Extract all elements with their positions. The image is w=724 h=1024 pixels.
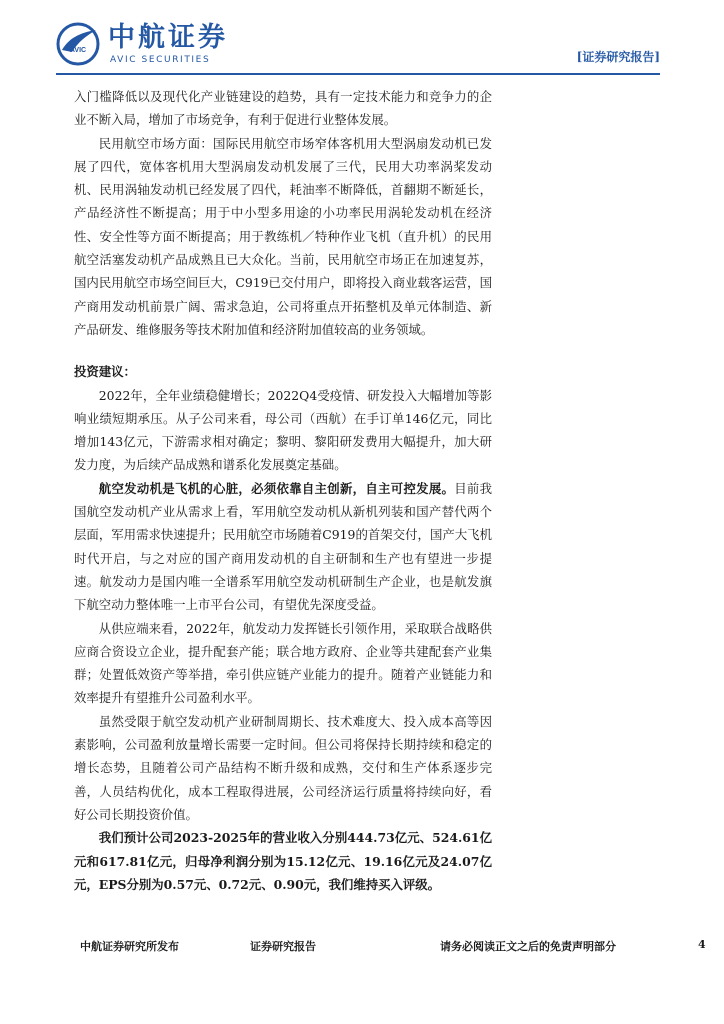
emblem-text: AVIC: [69, 47, 87, 54]
paragraph-engine-autonomy-lead: 航空发动机是飞机的心脏，必须依靠自主创新，自主可控发展。: [98, 480, 455, 496]
report-type-tag: [证券研究报告]: [576, 50, 660, 64]
footer-disclaimer: 请务必阅读正文之后的免责声明部分: [440, 940, 616, 953]
page-header: [56, 18, 660, 74]
paragraph-2022-performance: 2022年，全年业绩稳健增长；2022Q4受疫情、研发投入大幅增加等影响业绩短期承压。从子公司来看，母公司（西航）在手订单146亿元，同比增加143亿元，下游需求相对确定；黎明、黎阳研发费用大幅提升，加大研发力度，为后续产品成熟和谱系化发展奠定基础。: [74, 387, 492, 473]
paragraph-forecast-rating: 我们预计公司2023-2025年的营业收入分别444.73亿元、524.61亿元和617.81亿元，归母净利润分别为15.12亿元、19.16亿元及24.07亿元，EPS分别为0.57元、0.72元、0.90元，我们维持买入评级。: [74, 830, 492, 892]
paragraph-civil-aviation-market: 民用航空市场方面：国际民用航空市场窄体客机用大型涡扇发动机已发展了四代，宽体客机用大型涡扇发动机发展了三代，民用大功率涡桨发动机、民用涡轴发动机已经发展了四代，耗油率不断降低，首翻期不断延长，产品经济性不断提高；用于中小型多用途的小功率民用涡轮发动机在经济性、安全性等方面不断提高；用于教练机／特种作业飞机（直升机）的民用航空活塞发动机产品成熟且已大众化。当前，民用航空市场正在加速复苏，国内民用航空市场空间巨大，C919已交付用户，即将投入商业载客运营，国产商用发动机前景广阔、需求急迫，公司将重点开拓整机及单元体制造、新产品研发、维修服务等技术附加值和经济附加值较高的业务领域。: [74, 135, 492, 337]
logo-english-name: AVIC SECURITIES: [110, 55, 211, 65]
page-number: 4: [698, 938, 706, 951]
section-title-investment-advice: 投资建议：: [74, 364, 136, 380]
paragraph-engine-autonomy: [74, 477, 492, 617]
paragraph-long-term-value: 虽然受限于航空发动机产业研制周期长、技术难度大、投入成本高等因素影响，公司盈利放量增长需要一定时间。但公司将保持长期持续和稳定的增长态势，且随着公司产品结构不断升级和成熟，交付和生产体系逐步完善，人员结构优化，成本工程取得进展，公司经济运行质量将持续向好，看好公司长期投资价值。: [74, 713, 492, 822]
paragraph-engine-autonomy-rest: 目前我国航空发动机产业从需求上看，军用航空发动机从新机列装和国产替代两个层面，军用需求快速提升；民用航空市场随着C919的首架交付，国产大飞机时代开启，与之对应的国产商用发动机的自主研制和生产也有望进一步提速。航发动力是国内唯一全谱系军用航空发动机研制生产企业，也是航发旗下航空动力整体唯一上市平台公司，有望优先深度受益。: [74, 480, 493, 613]
paragraph-industry-continuation: 入门槛降低以及现代化产业链建设的趋势，具有一定技术能力和竞争力的企业不断入局，增加了市场竞争，有利于促进行业整体发展。: [74, 89, 492, 128]
page-footer: [80, 938, 704, 958]
avic-emblem-icon: [56, 22, 100, 66]
footer-publisher: 中航证券研究所发布: [80, 940, 179, 953]
footer-report-type: 证券研究报告: [250, 940, 316, 953]
paragraph-supply-side: 从供应端来看，2022年，航发动力发挥链长引领作用，采取联合战略供应商合资设立企业，提升配套产能；联合地方政府、企业等共建配套产业集群；处置低效资产等举措，牵引供应链产业能力的提升。随着产业链能力和效率提升有望推升公司盈利水平。: [74, 620, 492, 706]
logo-chinese-name: 中航证券: [108, 22, 228, 53]
section-gap: [74, 341, 492, 360]
report-body: [74, 85, 492, 896]
company-logo: [56, 22, 256, 72]
header-divider: [56, 73, 660, 75]
